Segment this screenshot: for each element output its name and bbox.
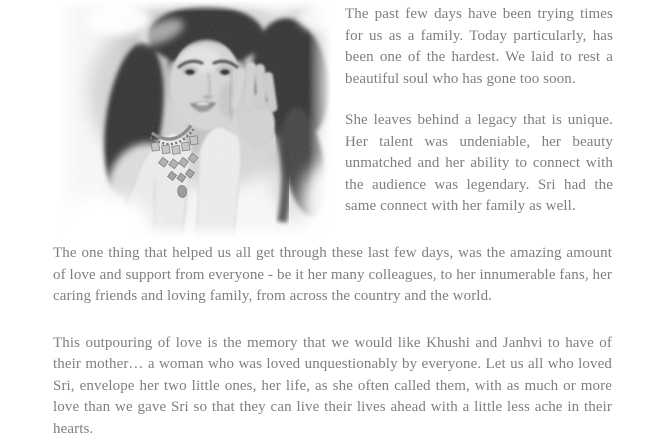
portrait-photo-illustration [56, 0, 332, 238]
portrait-photo [56, 0, 332, 238]
statement-intro-column [345, 4, 613, 238]
statement-paragraph-3: The one thing that helped us all get through these last few days, was the amazing amount of love and support from everyone - be it her many colleagues, to her innumerable fans, her caring friends and loving family, from across the country and the world. [53, 245, 612, 304]
statement-paragraph-1: The past few days have been trying times for us as a family. Today particularly, has been one of the hardest. We laid to rest a beautiful soul who has gone too soon. [345, 6, 613, 87]
statement-paragraph-4: This outpouring of love is the memory that we would like Khushi and Janhvi to have of their mother… a woman who was loved unquestionably by everyone. Let us all who loved Sri, envelope her two little ones, her life, as she often called them, with as much or more love than we gave Sri so that they can live their lives ahead with a little less ache in their hearts. [53, 334, 612, 437]
statement-body [53, 243, 612, 440]
statement-paragraph-2: She leaves behind a legacy that is unique. Her talent was undeniable, her beauty unmatched and her ability to connect with the audience was legendary. Sri had the same connect with her family as well. [345, 112, 613, 214]
